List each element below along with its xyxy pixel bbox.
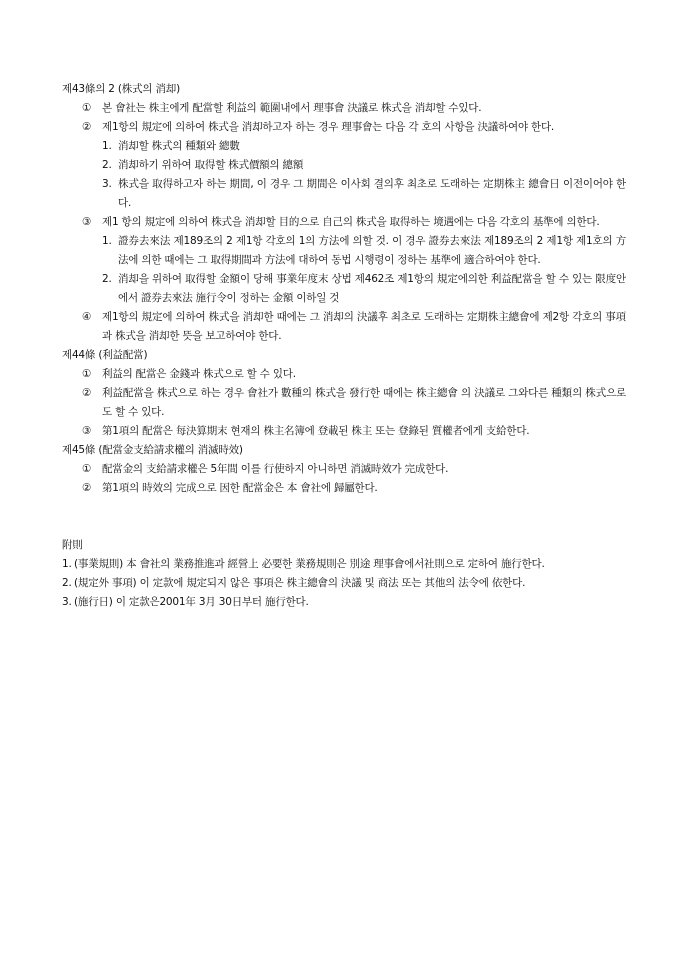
item-text: 제1 항의 規定에 의하여 株式을 消却할 目的으로 自己의 株式을 取得하는 境遇에는 다음 각호의 基準에 의한다. xyxy=(102,216,600,228)
item-text: 利益配當을 株式으로 하는 경우 會社가 數種의 株式을 發行한 때에는 株主總會 의 決議로 그와다른 種類의 株式으로도 할 수 있다. xyxy=(102,387,626,418)
sub-number: 2. xyxy=(102,273,112,285)
supplementary-item-1 xyxy=(62,555,626,574)
item-number: ③ xyxy=(82,216,92,228)
sub-text: 消却할 株式의 種類와 總數 xyxy=(118,140,240,152)
article-45-heading: 제45條 (配當金支給請求權의 消滅時效) xyxy=(62,444,243,456)
item-text: 第1項의 配當은 每決算期末 현재의 株主名簿에 登載된 株主 또는 登錄된 質權者에게 支給한다. xyxy=(102,425,530,437)
section-gap xyxy=(62,498,626,536)
item-text: 利益의 配當은 金錢과 株式으로 할 수 있다. xyxy=(102,368,296,380)
item-number: ③ xyxy=(82,425,92,437)
supplementary-item-3 xyxy=(62,593,626,612)
item-number: ② xyxy=(82,482,92,494)
article-45-item-2 xyxy=(62,479,626,498)
article-43-2-item-3 xyxy=(62,213,626,232)
sub-number: 1. xyxy=(102,140,112,152)
supplementary-heading: 附則 xyxy=(62,539,83,551)
article-43-2-item-2 xyxy=(62,118,626,137)
article-43-2-item-3-sub-2 xyxy=(62,270,626,308)
supplementary-item-2 xyxy=(62,574,626,593)
sub-number: 2. xyxy=(102,159,112,171)
sup-text: (施行日) 이 定款은2001年 3月 30日부터 施行한다. xyxy=(74,596,309,608)
sub-number: 1. xyxy=(102,235,112,247)
sub-number: 3. xyxy=(102,178,112,190)
sup-text: (事業規則) 本 會社의 業務推進과 經營上 必要한 業務規則은 別途 理事會에서社則으로 定하여 施行한다. xyxy=(74,558,545,570)
sub-text: 證券去來法 제189조의 2 제1항 각호의 1의 方法에 의할 것. 이 경우 證券去來法 제189조의 2 제1항 제1호의 方法에 의한 때에는 그 取得期間과 方法에 대하여 동법 시행령이 정하는 基準에 適合하여야 한다. xyxy=(118,235,626,266)
article-43-2-item-1 xyxy=(62,99,626,118)
sup-number: 1. xyxy=(62,558,72,570)
item-text: 제1항의 規定에 의하여 株式을 消却하고자 하는 경우 理事會는 다음 각 호의 사항을 決議하여야 한다. xyxy=(102,121,555,133)
item-number: ② xyxy=(82,387,92,399)
sub-text: 消却하기 위하여 取得할 株式價額의 總額 xyxy=(118,159,304,171)
item-text: 본 會社는 株主에게 配當할 利益의 範圍내에서 理事會 決議로 株式을 消却할 수있다. xyxy=(102,102,482,114)
sub-text: 株式을 取得하고자 하는 期間, 이 경우 그 期間은 이사회 결의후 최초로 도래하는 定期株主 總會日 이전이어야 한다. xyxy=(118,178,626,209)
article-43-2-item-2-sub-1 xyxy=(62,137,626,156)
articles-body xyxy=(62,80,626,612)
article-43-2-item-4 xyxy=(62,308,626,346)
item-number: ① xyxy=(82,368,92,380)
sub-text: 消却을 위하여 取得할 金額이 당해 事業年度末 상법 제462조 제1항의 規定에의한 利益配當을 할 수 있는 限度안에서 證券去來法 施行令이 정하는 金額 이하일 것 xyxy=(118,273,626,304)
sup-number: 2. xyxy=(62,577,72,589)
article-43-2-item-3-sub-1 xyxy=(62,232,626,270)
article-43-2-item-2-sub-3 xyxy=(62,175,626,213)
article-44-item-3 xyxy=(62,422,626,441)
article-44-item-1 xyxy=(62,365,626,384)
article-43-2-heading: 제43條의 2 (株式의 消却) xyxy=(62,83,180,95)
article-44-item-2 xyxy=(62,384,626,422)
article-43-2-item-2-sub-2 xyxy=(62,156,626,175)
item-text: 配當金의 支給請求權은 5年間 이를 行使하지 아니하면 消滅時效가 完成한다. xyxy=(102,463,449,475)
item-number: ① xyxy=(82,102,92,114)
sup-text: (規定外 事項) 이 定款에 規定되지 않은 事項은 株主總會의 決議 및 商法 또는 其他의 法令에 依한다. xyxy=(74,577,526,589)
item-number: ④ xyxy=(82,311,92,323)
item-number: ① xyxy=(82,463,92,475)
article-44-heading: 제44條 (利益配當) xyxy=(62,349,148,361)
article-45-item-1 xyxy=(62,460,626,479)
item-number: ② xyxy=(82,121,92,133)
sup-number: 3. xyxy=(62,596,72,608)
item-text: 第1項의 時效의 完成으로 因한 配當金은 本 會社에 歸屬한다. xyxy=(102,482,378,494)
item-text: 제1항의 規定에 의하여 株式을 消却한 때에는 그 消却의 決議후 최초로 도래하는 定期株主總會에 제2항 각호의 事項과 株式을 消却한 뜻을 보고하여야 한다. xyxy=(102,311,626,342)
